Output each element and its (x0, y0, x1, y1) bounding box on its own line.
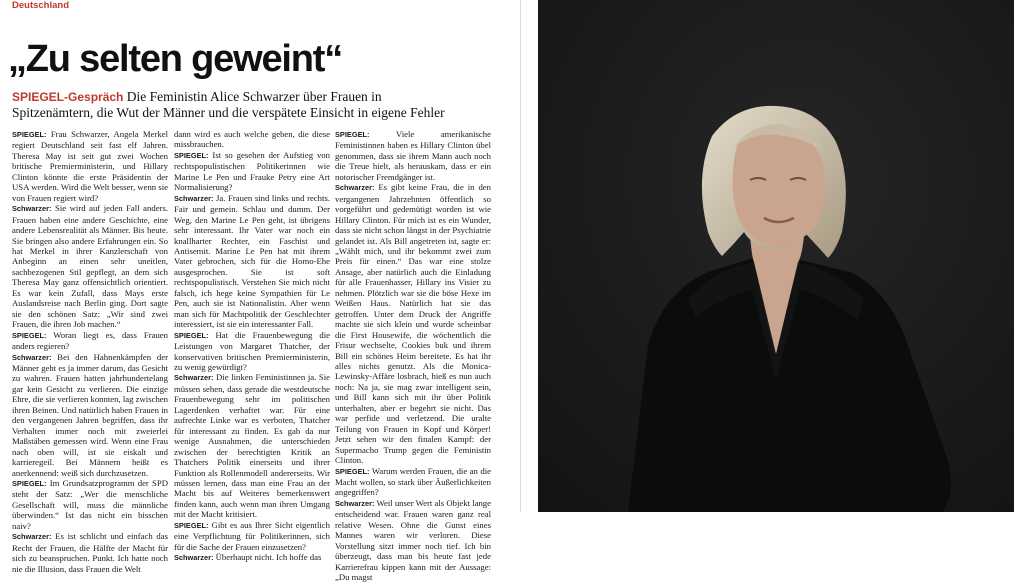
article-paragraph (174, 330, 330, 373)
text-column-1 (12, 129, 168, 574)
article-paragraph (12, 129, 168, 203)
article-paragraph (174, 372, 330, 519)
paragraph-text: Ja. Frauen sind links und rechts. Fair und gemein. Schlau und dumm. Der Weg, den Marine Le Pen geht, ist übrigens sehr interessant. Ihr Vater war noch ein knallharter Rechter, ein Faschist und Antisemit. Marine Le Pen hat mit ihrem Vater gebrochen, sich für die Homo-Ehe ausgesprochen. Sie ist soft rechtspopulistisch. Verstehen Sie mich nicht falsch, ich hege keine Sympathien für Le Pen, auch sie ist Nationalistin. Aber wenn man sich für Machtpolitik der Geschlechter interessiert, ist sie ein interessanter Fall. (174, 192, 330, 330)
paragraph-text: Ist so gesehen der Aufstieg von rechtspopulistischen Politikerinnen wie Marine Le Pen und Frauke Petry eine Art Normalisierung? (174, 149, 330, 193)
speaker-label: SPIEGEL: (12, 330, 47, 340)
standfirst (12, 89, 452, 121)
standfirst-kicker: SPIEGEL-Gespräch (12, 90, 124, 104)
article-paragraph (12, 203, 168, 329)
paragraph-text: Die linken Feministinnen ja. Sie müssen sehen, dass gerade die westdeutsche Frauenbewegung sehr im politischen Lagerdenken verhaftet war. Für eine aufrechte Linke war es verboten, Thatcher für interessant zu finden. Es gab da nur wenige Ausnahmen, die unterschieden zwischen der berechtigten Kritik an Thatchers Politik einerseits und ihrer Funktion als Rollenmodell andererseits. Wir müssen lernen, dass man eine Frau an der Macht bis auf Weiteres bemerkenswert finden kann, auch wenn man ihren Umgang mit der Macht kritisiert. (174, 372, 330, 520)
article-paragraph (335, 129, 491, 182)
speaker-label: SPIEGEL: (174, 150, 209, 160)
article-paragraph (174, 193, 330, 330)
paragraph-text: Woran liegt es, dass Frauen anders regieren? (12, 329, 168, 352)
speaker-label: Schwarzer: (335, 498, 375, 508)
speaker-label: SPIEGEL: (12, 478, 47, 488)
paragraph-text: Bei den Hahnenkämpfen der Männer geht es ja immer darum, das Gesicht zu wahren. Frauen hatten jahrhundertelang gar kein Gesicht zu verlieren. Die einzige Ehre, die sie verlieren konnten, lag zwischen ihren Beinen. Und natürlich haben Frauen in den vergangenen Jahren begriffen, dass ihr Verhalten immer noch mit zweierlei Maßstäben gemessen wird. Wenn eine Frau nach oben will, ist sie eiskalt und karrieregeil. Bei Männern heißt es anerkennend: weiß sich durchzusetzen. (12, 351, 168, 478)
speaker-label: SPIEGEL: (12, 130, 47, 139)
paragraph-text: Gibt es aus Ihrer Sicht eigentlich eine Verpflichtung für Politikerinnen, sich für die Sache der Frauen einzusetzen? (174, 519, 330, 552)
speaker-label: Schwarzer: (174, 373, 214, 383)
paragraph-text: Hat die Frauenbewegung die Leistungen von Margaret Thatcher, der konservativen britischen Premierministerin, zu wenig gewürdigt? (174, 329, 330, 372)
speaker-label: Schwarzer: (12, 352, 52, 362)
article-paragraph (174, 520, 330, 552)
article-paragraph (12, 330, 168, 352)
article-paragraph (174, 552, 330, 563)
article-paragraph (174, 129, 330, 150)
speaker-label: Schwarzer: (174, 193, 214, 203)
speaker-label: Schwarzer: (12, 204, 52, 214)
portrait-photo (538, 0, 1014, 512)
portrait-image (538, 0, 1014, 512)
speaker-label: SPIEGEL: (174, 330, 209, 340)
article-paragraph (12, 531, 168, 574)
face (732, 134, 825, 246)
speaker-label: SPIEGEL: (174, 520, 209, 530)
speaker-label: Schwarzer: (174, 553, 214, 563)
standfirst-text: Die Feministin Alice Schwarzer über Frauen in Spitzenämtern, die Wut der Männer und die verspätete Einsicht in eigene Fehler (12, 89, 445, 120)
headline: „Zu selten geweint“ (8, 38, 343, 80)
speaker-label: SPIEGEL: (335, 466, 370, 476)
page-fold-line (520, 0, 521, 512)
article-paragraph (12, 352, 168, 478)
paragraph-text: Viele amerikanische Feministinnen haben es Hillary Clinton übel genommen, dass sie ihrem Mann auch noch die Treue hielt, als herauskam, dass er ein notorischer Fremdgänger ist. (335, 129, 491, 182)
article-paragraph (174, 150, 330, 193)
paragraph-text: Es ist schlicht und einfach das Recht der Frauen, die Hälfte der Macht für sich zu beanspruchen. Punkt. Ich hatte noch nie die Illusion, dass Frauen die Welt (12, 531, 168, 574)
paragraph-text: Weil unser Wert als Objekt lange entscheidend war. Frauen waren ganz real relative Wesen. Ohne die Gunst eines Mannes waren wir verloren. Diese Vorstellung sitzt immer noch tief. Ich bin überzeugt, dass man bis heute fast jede Karrierefrau kippen kann mit der Aussage: „Du magst (335, 497, 491, 582)
text-column-3 (335, 129, 491, 582)
paragraph-text: Warum werden Frauen, die an die Macht wollen, so stark über Äußerlichkeiten angegriffen? (335, 465, 491, 498)
paragraph-text: dann wird es auch welche geben, die diese missbrauchen. (174, 129, 330, 150)
speaker-label: SPIEGEL: (335, 130, 370, 139)
paragraph-text: Frau Schwarzer, Angela Merkel regiert Deutschland seit fast elf Jahren. Theresa May ist seit gut zwei Wochen britische Premierministerin, und Hillary Clinton könnte die erste Präsidentin der USA werden. Wird die Welt besser, wenn sie von Frauen regiert wird? (12, 129, 168, 203)
paragraph-text: Sie wird auf jeden Fall anders. Frauen haben eine andere Geschichte, eine andere Lebensrealität als Männer. Bis heute. Sie bringen also andere Erfahrungen ein. So hat Merkel in ihrer Kanzlerschaft von Anbeginn an einen sehr uneitlen, sachbezogenen Stil gepflegt, an dem sich Theresa May ganz offensichtlich orientiert. Es war kein Zufall, dass Mays erste Auslandsreise nach Berlin ging. Dort sagte sie den schönen Satz: „Wir sind zwei Frauen, die ihren Job machen.“ (12, 203, 168, 330)
paragraph-text: Überhaupt nicht. Ich hoffe das (213, 552, 322, 563)
text-column-2 (174, 129, 330, 563)
article-paragraph (335, 498, 491, 582)
speaker-label: Schwarzer: (12, 532, 52, 542)
paragraph-text: Es gibt keine Frau, die in den vergangenen Jahrzehnten öffentlich so vorgeführt und gedemütigt worden ist wie Hillary Clinton. Für mich ist es ein Wunder, dass sie nicht schon längst in der Psychiatrie gelandet ist. Als Bill angetreten ist, sagte er: „Wählt mich, und ihr bekommt zwei zum Preis für einen.“ Das war eine stolze Ansage, aber natürlich auch die Einladung für alle Frauenhasser, Hillary ins Visier zu nehmen. Plötzlich war sie die böse Hexe im Weißen Haus. Natürlich hat sie das getroffen. Unter dem Druck der Angriffe machte sie sich klein und wurde scheinbar die First Housewife, die wöchentlich die Frisur wechselte, Cookies buk und ihrem Bill ein schönes Heim bereitete. Es hat ihr alles nichts genutzt. Als die Monica-Lewinsky-Affäre losbrach, hieß es nun auch noch: Na ja, sie mag zwar intelligent sein, und Bill kann sich mit ihr über Politik unterhalten, aber er begehrt sie nicht. Das war perfide und verletzend. Die uralte Teilung von Frauen in Kopf und Körper! Jetzt sehen wir den finalen Kampf: der Supermacho Trump gegen die Feministin Clinton. (335, 182, 491, 466)
article-paragraph (12, 478, 168, 531)
article-paragraph (335, 182, 491, 465)
speaker-label: Schwarzer: (335, 183, 375, 193)
paragraph-text: Im Grundsatzprogramm der SPD steht der Satz: „Wer die menschliche Gesellschaft will, muss die männliche überwinden.“ Ist das nicht ein bisschen naiv? (12, 477, 168, 531)
section-label: Deutschland (12, 0, 70, 11)
article-paragraph (335, 466, 491, 498)
